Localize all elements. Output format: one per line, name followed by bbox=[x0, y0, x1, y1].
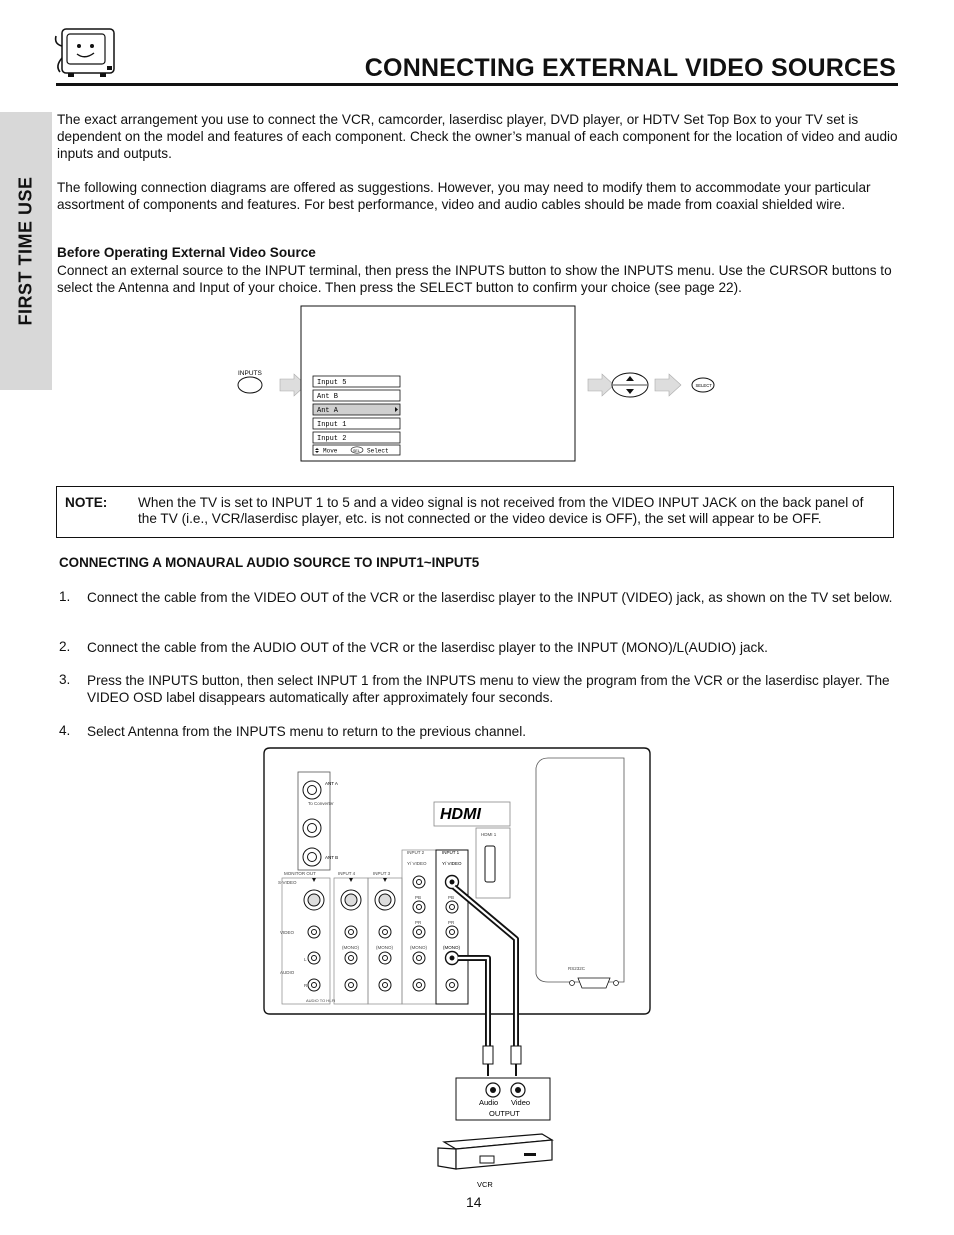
menu-row bbox=[313, 390, 400, 401]
rs232c-label: RS232C bbox=[568, 966, 586, 971]
converter-jack bbox=[303, 819, 321, 837]
rca-jack bbox=[446, 901, 458, 913]
menu-item-antb: Ant B bbox=[317, 393, 339, 401]
mono-label: (MONO) bbox=[443, 945, 460, 950]
ant-a-jack bbox=[303, 781, 321, 799]
mono-label: (MONO) bbox=[376, 945, 393, 950]
connection-diagram bbox=[262, 746, 662, 1192]
input2-y-video-label: Y/ VIDEO bbox=[407, 861, 427, 866]
before-operating-heading: Before Operating External Video Source bbox=[57, 245, 316, 260]
step-number: 1. bbox=[59, 589, 71, 604]
menu-footer bbox=[313, 445, 400, 455]
input1-y-video-label: Y/ VIDEO bbox=[442, 861, 462, 866]
audio-label: AUDIO bbox=[280, 970, 295, 975]
s-video-label: S-VIDEO bbox=[278, 880, 297, 885]
rca-jack bbox=[379, 979, 391, 991]
s-video-jack bbox=[341, 890, 361, 910]
rca-jack bbox=[345, 926, 357, 938]
vcr-audio-jack bbox=[486, 1083, 500, 1097]
rca-jack bbox=[413, 876, 425, 888]
menu-row-selected bbox=[313, 404, 400, 415]
menu-item-input2: Input 2 bbox=[317, 435, 347, 443]
rca-jack bbox=[379, 952, 391, 964]
intro-paragraph-3: Connect an external source to the INPUT terminal, then press the INPUTS button to show the INPUTS menu. Use the CURSOR buttons to select the Antenna and Input of your choice. Then press the SELECT button to confirm your choice (see page 22). bbox=[57, 263, 892, 295]
to-converter-label: To Converter bbox=[308, 801, 334, 806]
r-label: R bbox=[304, 983, 308, 988]
input2-label: INPUT 2 bbox=[407, 850, 425, 855]
audio-plug bbox=[483, 1046, 493, 1064]
page-title: CONNECTING EXTERNAL VIDEO SOURCES bbox=[364, 54, 896, 82]
l-label: L bbox=[304, 957, 307, 962]
menu-item-input5: Input 5 bbox=[317, 379, 347, 387]
footer-sel: SEL bbox=[353, 449, 360, 453]
step-text: Select Antenna from the INPUTS menu to return to the previous channel. bbox=[87, 724, 527, 739]
input1-audio-jack bbox=[446, 952, 459, 965]
intro-paragraph-1: The exact arrangement you use to connect the VCR, camcorder, laserdisc player, DVD player, or HDTV Set Top Box to your TV set is dependent on the model and features of each component. Check the owner’s manual of each component for the location of video and audio inputs and outputs. bbox=[57, 112, 898, 161]
input3-label: INPUT 3 bbox=[373, 871, 391, 876]
step-number: 3. bbox=[59, 672, 71, 687]
ant-a-label: ANT A bbox=[325, 781, 338, 786]
side-tab-label: FIRST TIME USE bbox=[15, 176, 36, 326]
mono-label: (MONO) bbox=[342, 945, 359, 950]
screw-icon bbox=[614, 981, 619, 986]
side-tab-label-wrap bbox=[0, 112, 52, 390]
inputs-button bbox=[238, 377, 262, 393]
rs232c-port bbox=[578, 978, 610, 988]
ant-b-jack bbox=[303, 848, 321, 866]
rca-jack bbox=[413, 901, 425, 913]
note-label: NOTE: bbox=[65, 495, 108, 510]
rca-jack bbox=[345, 952, 357, 964]
step-number: 2. bbox=[59, 639, 71, 654]
section-heading: CONNECTING A MONAURAL AUDIO SOURCE TO INPUT1~INPUT5 bbox=[59, 555, 480, 570]
hdmi-port bbox=[485, 846, 495, 882]
menu-item-anta: Ant A bbox=[317, 407, 339, 415]
step-number: 4. bbox=[59, 723, 71, 738]
rca-jack bbox=[413, 952, 425, 964]
menu-row bbox=[313, 376, 400, 387]
pr-label: PR bbox=[415, 920, 422, 925]
inputs-button-label: INPUTS bbox=[238, 370, 262, 377]
step-text: Connect the cable from the VIDEO OUT of the VCR or the laserdisc player to the INPUT (VIDEO) jack, as shown on the TV set below. bbox=[87, 590, 893, 605]
video-plug bbox=[511, 1046, 521, 1064]
vcr-output-label: OUTPUT bbox=[489, 1109, 520, 1118]
rca-jack bbox=[345, 979, 357, 991]
video-row-label: VIDEO bbox=[280, 930, 295, 935]
cursor-buttons bbox=[612, 373, 648, 397]
rca-jack bbox=[446, 979, 458, 991]
page-number: 14 bbox=[466, 1194, 482, 1210]
hdmi-port-label: HDMI 1 bbox=[481, 832, 497, 837]
footer-select: Select bbox=[367, 447, 389, 455]
step-text: Press the INPUTS button, then select INPUT 1 from the INPUTS menu to view the program from the VCR or the laserdisc player. The VIDEO OSD label disappears automatically after approximately four seconds. bbox=[87, 673, 890, 705]
vcr-label: VCR bbox=[477, 1180, 493, 1189]
rca-jack bbox=[308, 979, 320, 991]
s-video-jack bbox=[375, 890, 395, 910]
pb-label: PB bbox=[448, 895, 455, 900]
pr-label: PR bbox=[448, 920, 455, 925]
menu-item-input1: Input 1 bbox=[317, 421, 347, 429]
menu-row bbox=[313, 418, 400, 429]
inputs-menu-diagram bbox=[232, 304, 732, 466]
rca-jack bbox=[308, 926, 320, 938]
tv-mascot-logo bbox=[52, 26, 118, 78]
screw-icon bbox=[570, 981, 575, 986]
pb-label: PB bbox=[415, 895, 422, 900]
arrow-icon bbox=[655, 374, 681, 396]
footer-move: Move bbox=[323, 447, 338, 455]
select-button-label: SELECT bbox=[695, 383, 712, 388]
rca-jack bbox=[446, 926, 458, 938]
title-rule bbox=[56, 83, 898, 86]
rca-jack bbox=[413, 926, 425, 938]
vcr-video-jack bbox=[511, 1083, 525, 1097]
ant-b-label: ANT B bbox=[325, 855, 339, 860]
input4-label: INPUT 4 bbox=[338, 871, 356, 876]
note-text: When the TV is set to INPUT 1 to 5 and a video signal is not received from the VIDEO INPUT JACK on the back panel of the TV (i.e., VCR/laserdisc player, etc. is not connected or the video device is OFF), the set will appear to be OFF. bbox=[138, 495, 864, 526]
step-text: Connect the cable from the AUDIO OUT of the VCR or the laserdisc player to the INPUT (MONO)/L(AUDIO) jack. bbox=[87, 640, 768, 655]
vcr-device bbox=[438, 1134, 552, 1169]
mono-label: (MONO) bbox=[410, 945, 427, 950]
vcr-video-label: Video bbox=[511, 1098, 531, 1107]
intro-paragraph-2: The following connection diagrams are offered as suggestions. However, you may need to modify them to accommodate your particular assortment of components and features. For best performance, video and audio cables should be made from coaxial shielded wire. bbox=[57, 180, 871, 212]
rca-jack bbox=[413, 979, 425, 991]
audio-to-hifi-label: AUDIO TO HI-FI bbox=[306, 998, 336, 1003]
input1-label: INPUT 1 bbox=[442, 850, 460, 855]
arrow-icon bbox=[588, 374, 614, 396]
rca-jack bbox=[379, 926, 391, 938]
hdmi-logo: HDMI bbox=[440, 806, 481, 823]
monitor-out-label: MONITOR OUT bbox=[284, 871, 316, 876]
rca-jack bbox=[308, 952, 320, 964]
vcr-audio-label: Audio bbox=[479, 1098, 499, 1107]
menu-row bbox=[313, 432, 400, 443]
s-video-jack bbox=[304, 890, 324, 910]
